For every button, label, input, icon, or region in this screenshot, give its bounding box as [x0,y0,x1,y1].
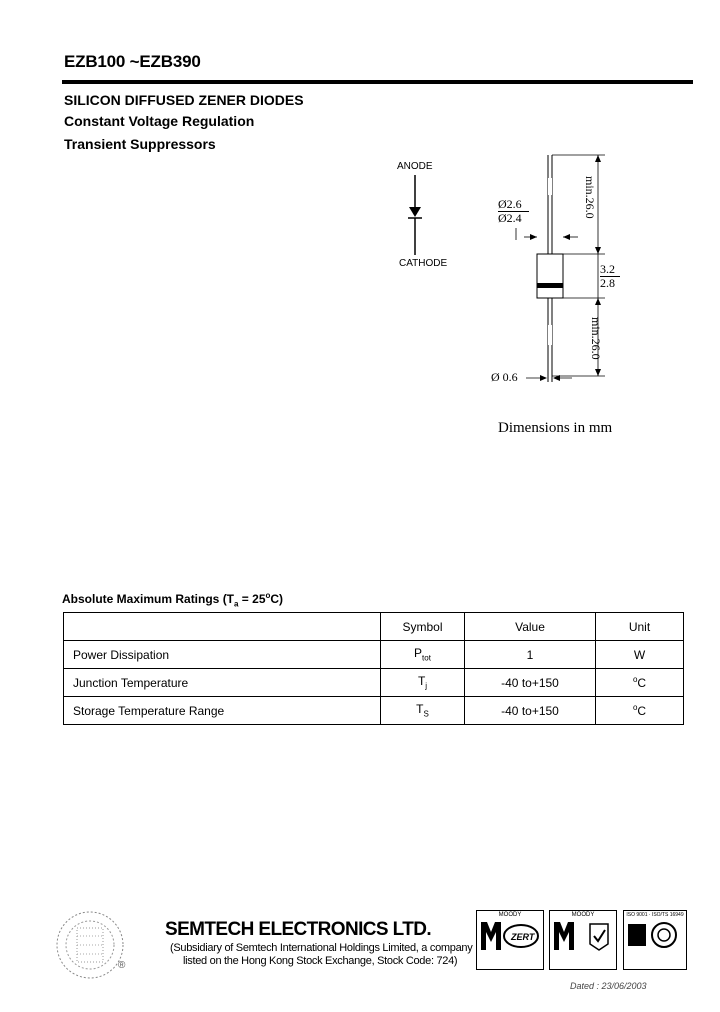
row-symbol: $T_S$ [381,697,465,725]
lead-diameter: Ø 0.6 [491,370,518,384]
header-param [64,613,381,641]
product-type: SILICON DIFFUSED ZENER DIODES [64,92,304,108]
cert-badge-zert: MOODY ZERT [476,910,544,970]
row-value: -40 to+150 [465,669,596,697]
row-param: Storage Temperature Range [64,697,381,725]
company-name: SEMTECH ELECTRONICS LTD. [165,919,432,940]
ukas-logo-icon [550,918,614,958]
header-symbol: Symbol [381,613,465,641]
row-unit: $^o$C [596,697,684,725]
ratings-table-title: Absolute Maximum Ratings $(T_a = 25^oC)$ [62,591,284,609]
anode-label: ANODE [397,161,433,172]
bottom-lead-length: min.26.0 [589,317,603,360]
document-date: Dated : 23/06/2003 [570,981,647,991]
top-lead-length: min.26.0 [583,176,597,219]
row-param: Junction Temperature [64,669,381,697]
dimensions-caption: Dimensions in mm [498,420,613,436]
registered-mark: ® [118,960,126,971]
table-row [64,641,684,669]
title-rule [62,80,693,84]
header-value: Value [465,613,596,641]
table-header-row [64,613,684,641]
cathode-label: CATHODE [399,258,448,269]
row-value: 1 [465,641,596,669]
company-listing-note: listed on the Hong Kong Stock Exchange, Stock Code: 724) [183,955,458,967]
cert-badge-iso: ISO 9001 · ISO/TS 16949 [623,910,687,970]
table-row [64,697,684,725]
company-subsidiary-note: (Subsidiary of Semtech International Holdings Limited, a company [170,942,473,954]
cert-badge-ukas: MOODY [549,910,617,970]
body-diameter-min: Ø2.4 [498,211,522,225]
iso-logo-icon [624,918,684,958]
row-unit: $^o$C [596,669,684,697]
header-unit: Unit [596,613,684,641]
semtech-logo-icon [55,910,125,980]
document-title: EZB100 ~EZB390 [64,52,201,71]
table-row [64,669,684,697]
row-symbol: $T_j$ [381,669,465,697]
row-param: Power Dissipation [64,641,381,669]
row-unit: W [596,641,684,669]
row-value: -40 to+150 [465,697,596,725]
body-diameter-max: Ø2.6 [498,197,522,211]
ratings-table [63,612,684,725]
feature-voltage-regulation: Constant Voltage Regulation [64,113,255,129]
body-length-max: 3.2 [600,262,615,276]
diode-symbol [405,175,425,257]
zert-logo-text: ZERT [511,932,535,942]
feature-transient-suppressors: Transient Suppressors [64,136,216,152]
zert-logo-icon [477,918,541,958]
body-length-min: 2.8 [600,276,615,290]
row-symbol: $P_{tot}$ [381,641,465,669]
